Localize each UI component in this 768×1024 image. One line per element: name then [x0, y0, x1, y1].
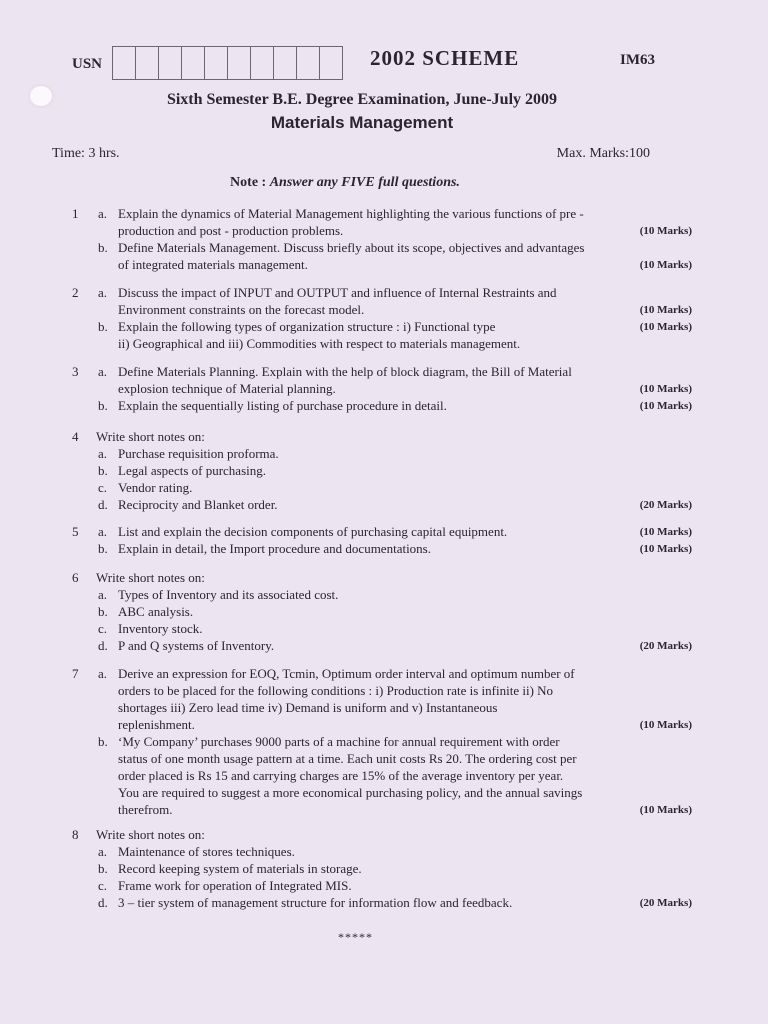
part-text-line	[118, 620, 668, 637]
part-text: shortages iii) Zero lead time iv) Demand is uniform and v) Instantaneous	[118, 700, 498, 715]
part-label: a.	[98, 206, 108, 221]
question-part	[96, 462, 668, 479]
part-text: Derive an expression for EOQ, Tcmin, Optimum order interval and optimum number of	[118, 666, 575, 681]
part-text: ‘My Company’ purchases 9000 parts of a machine for annual requirement with order	[118, 734, 560, 749]
part-text-line	[118, 239, 668, 256]
question-part	[96, 733, 692, 818]
exam-title: Sixth Semester B.E. Degree Examination, June-July 2009	[166, 91, 558, 108]
marks-label: (10 Marks)	[639, 804, 692, 816]
usn-box	[205, 47, 228, 79]
part-label: a.	[98, 446, 108, 461]
part-text-line	[118, 733, 668, 750]
marks-label: (10 Marks)	[639, 719, 692, 731]
usn-box	[113, 47, 136, 79]
question-part	[96, 665, 692, 733]
question-number: 6	[72, 570, 79, 585]
part-text: ii) Geographical and iii) Commodities with respect to materials management.	[118, 336, 521, 351]
part-text: Inventory stock.	[118, 621, 203, 636]
marks-label: (10 Marks)	[639, 526, 692, 538]
part-text-line	[118, 462, 668, 479]
header-row	[72, 44, 672, 80]
note-label: Note :	[230, 175, 267, 190]
part-label: b.	[98, 604, 108, 619]
question-number: 8	[72, 827, 79, 842]
part-text: 3 – tier system of management structure for information flow and feedback.	[118, 895, 513, 910]
question-part	[96, 318, 692, 352]
question-part	[96, 894, 692, 911]
question	[72, 363, 692, 414]
part-text-line	[118, 682, 668, 699]
note-text: Answer any FIVE full questions.	[269, 175, 460, 190]
part-text-line	[118, 222, 692, 239]
question	[72, 523, 692, 557]
part-text-line	[118, 335, 668, 352]
question-number: 4	[72, 429, 79, 444]
max-marks: Max. Marks:100	[556, 146, 650, 161]
part-label: b.	[98, 541, 108, 556]
question-part	[96, 540, 692, 557]
part-text-line	[118, 363, 668, 380]
question-part	[96, 877, 668, 894]
part-text: List and explain the decision components of purchasing capital equipment.	[118, 524, 508, 539]
question-number: 1	[72, 206, 79, 221]
part-text: Explain in detail, the Import procedure and documentations.	[118, 541, 431, 556]
marks-label: (10 Marks)	[639, 225, 692, 237]
question-heading: Write short notes on:	[96, 570, 205, 585]
question-part	[96, 479, 668, 496]
part-label: b.	[98, 319, 108, 334]
part-text: Record keeping system of materials in storage.	[118, 861, 362, 876]
marks-label: (10 Marks)	[639, 321, 692, 333]
part-text-line	[118, 301, 692, 318]
question	[72, 428, 692, 513]
part-text: therefrom.	[118, 802, 173, 817]
question-part	[96, 523, 692, 540]
part-label: a.	[98, 524, 108, 539]
usn-label: USN	[72, 56, 103, 72]
part-text: of integrated materials management.	[118, 257, 308, 272]
part-text: status of one month usage pattern at a time. Each unit costs Rs 20. The ordering cost per	[118, 751, 577, 766]
part-text: Maintenance of stores techniques.	[118, 844, 295, 859]
part-text: order placed is Rs 15 and carrying charges are 15% of the average inventory per year.	[118, 768, 564, 783]
question-part	[96, 239, 692, 273]
part-text: explosion technique of Material planning.	[118, 381, 336, 396]
part-text-line	[118, 397, 692, 414]
part-text: production and post - production problems.	[118, 223, 344, 238]
part-text-line	[118, 540, 692, 557]
question-part	[96, 843, 668, 860]
part-label: a.	[98, 666, 108, 681]
part-label: c.	[98, 621, 108, 636]
part-text: replenishment.	[118, 717, 195, 732]
usn-box	[251, 47, 274, 79]
question	[72, 569, 692, 654]
usn-box	[182, 47, 205, 79]
marks-label: (10 Marks)	[639, 304, 692, 316]
marks-label: (10 Marks)	[639, 400, 692, 412]
question-heading: Write short notes on:	[96, 827, 205, 842]
part-text-line	[118, 665, 668, 682]
part-text-line	[118, 699, 668, 716]
question-number: 2	[72, 285, 79, 300]
question	[72, 205, 692, 273]
usn-box	[228, 47, 251, 79]
part-text-line	[118, 716, 692, 733]
part-text-line	[118, 586, 668, 603]
part-label: a.	[98, 364, 108, 379]
part-text-line	[118, 284, 668, 301]
part-label: d.	[98, 638, 108, 653]
end-marker: *****	[338, 930, 373, 944]
part-label: c.	[98, 480, 108, 495]
marks-label: (20 Marks)	[639, 640, 692, 652]
part-text: Types of Inventory and its associated cost.	[118, 587, 339, 602]
part-text-line	[118, 750, 668, 767]
question-part	[96, 363, 692, 397]
scheme-title: 2002 SCHEME	[370, 46, 520, 70]
part-text-line	[118, 318, 692, 335]
part-label: b.	[98, 240, 108, 255]
part-label: b.	[98, 463, 108, 478]
marks-label: (10 Marks)	[639, 259, 692, 271]
question-part	[96, 637, 692, 654]
part-text-line	[118, 603, 668, 620]
part-text-line	[118, 380, 692, 397]
part-text: Environment constraints on the forecast model.	[118, 302, 365, 317]
part-text-line	[118, 205, 668, 222]
question-part	[96, 445, 668, 462]
part-label: c.	[98, 878, 108, 893]
usn-box	[136, 47, 159, 79]
question-number: 7	[72, 666, 79, 681]
part-text-line	[118, 767, 668, 784]
question	[72, 665, 692, 818]
part-label: b.	[98, 734, 108, 749]
part-text: Explain the sequentially listing of purchase procedure in detail.	[118, 398, 447, 413]
usn-box	[159, 47, 182, 79]
part-text-line	[118, 445, 668, 462]
part-label: b.	[98, 398, 108, 413]
question-part	[96, 860, 668, 877]
question-part	[96, 284, 692, 318]
question-part	[96, 586, 668, 603]
paper-code: IM63	[620, 52, 655, 68]
part-text: Explain the dynamics of Material Management highlighting the various functions of pre -	[118, 206, 584, 221]
part-text-line	[118, 894, 692, 911]
part-text: Explain the following types of organization structure : i) Functional type	[118, 319, 496, 334]
question-number: 3	[72, 364, 79, 379]
part-text-line	[118, 860, 668, 877]
part-text: ABC analysis.	[118, 604, 194, 619]
usn-box	[274, 47, 297, 79]
usn-box	[297, 47, 320, 79]
part-text: orders to be placed for the following conditions : i) Production rate is infinite ii) No	[118, 683, 554, 698]
part-text-line	[118, 877, 668, 894]
question-part	[96, 205, 692, 239]
part-text-line	[118, 479, 668, 496]
question	[72, 284, 692, 352]
usn-box	[320, 47, 342, 79]
part-text-line	[118, 801, 692, 818]
part-text: You are required to suggest a more economical purchasing policy, and the annual savings	[118, 785, 583, 800]
question-part	[96, 620, 668, 637]
part-text: Legal aspects of purchasing.	[118, 463, 267, 478]
part-label: a.	[98, 587, 108, 602]
question-part	[96, 496, 692, 513]
part-text: Purchase requisition proforma.	[118, 446, 279, 461]
part-text-line	[118, 784, 668, 801]
part-label: a.	[98, 844, 108, 859]
usn-boxes	[112, 46, 343, 80]
question-part	[96, 603, 668, 620]
time-allowed: Time: 3 hrs.	[52, 146, 120, 161]
part-text: P and Q systems of Inventory.	[118, 638, 275, 653]
part-label: d.	[98, 497, 108, 512]
question-heading: Write short notes on:	[96, 429, 205, 444]
marks-label: (20 Marks)	[639, 499, 692, 511]
marks-label: (20 Marks)	[639, 897, 692, 909]
part-text: Reciprocity and Blanket order.	[118, 497, 278, 512]
note	[0, 175, 690, 191]
part-text-line	[118, 523, 692, 540]
question	[72, 826, 692, 911]
question-number: 5	[72, 524, 79, 539]
part-text: Vendor rating.	[118, 480, 193, 495]
part-text: Define Materials Management. Discuss briefly about its scope, objectives and advantages	[118, 240, 585, 255]
subject-title: Materials Management	[270, 113, 454, 132]
part-label: b.	[98, 861, 108, 876]
marks-label: (10 Marks)	[639, 543, 692, 555]
part-text: Frame work for operation of Integrated MIS.	[118, 878, 352, 893]
part-text: Define Materials Planning. Explain with the help of block diagram, the Bill of Material	[118, 364, 572, 379]
part-text-line	[118, 256, 692, 273]
part-text-line	[118, 637, 692, 654]
question-part	[96, 397, 692, 414]
marks-label: (10 Marks)	[639, 383, 692, 395]
part-label: a.	[98, 285, 108, 300]
part-text-line	[118, 843, 668, 860]
part-label: d.	[98, 895, 108, 910]
part-text-line	[118, 496, 692, 513]
part-text: Discuss the impact of INPUT and OUTPUT and influence of Internal Restraints and	[118, 285, 557, 300]
